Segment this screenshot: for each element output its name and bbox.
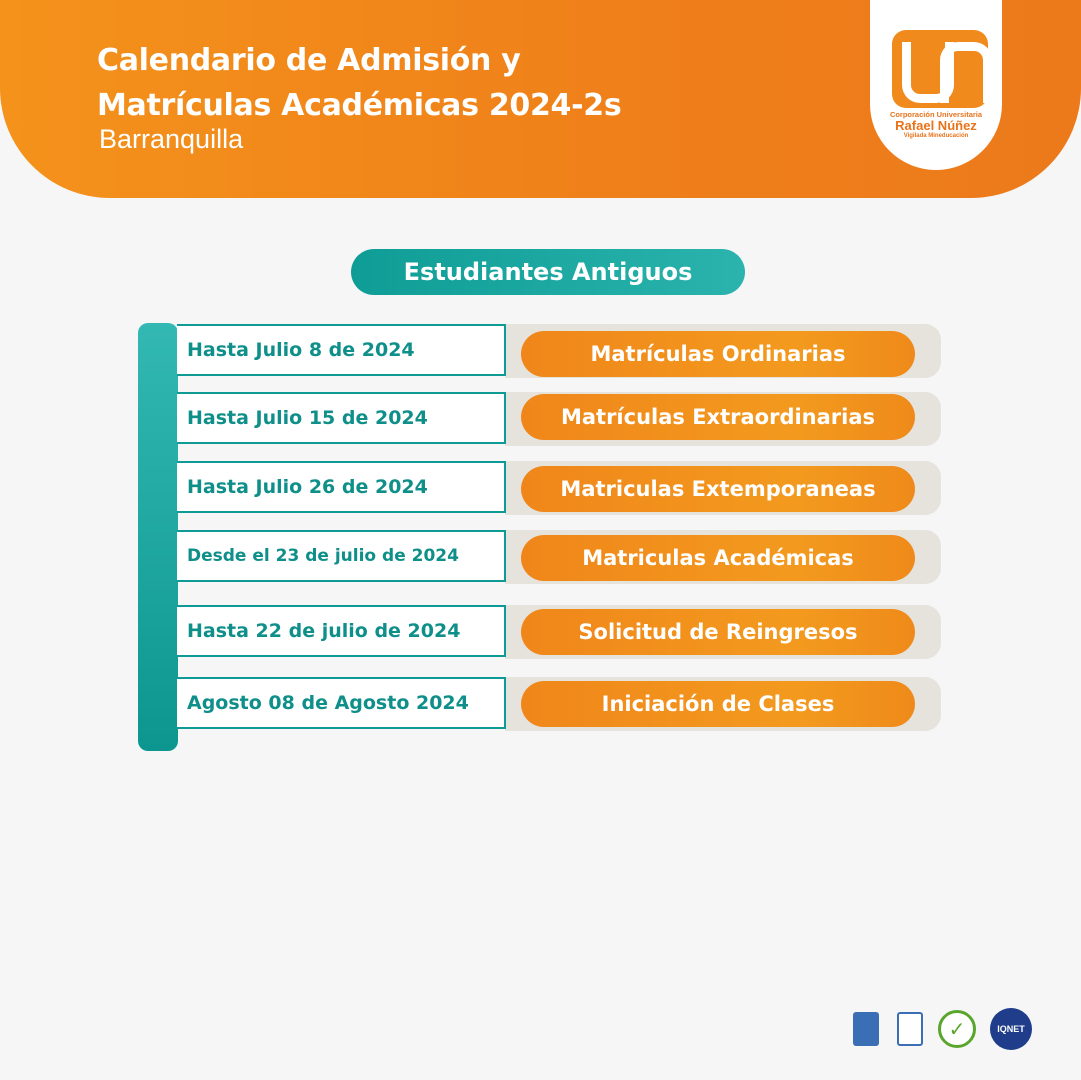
icontec-services-badge-icon	[897, 1012, 923, 1046]
schedule-event: Matriculas Extemporaneas	[521, 466, 915, 512]
schedule-event: Matrículas Extraordinarias	[521, 394, 915, 440]
title-line-2: Matrículas Académicas 2024-2s	[97, 88, 622, 123]
schedule-event: Iniciación de Clases	[521, 681, 915, 727]
certification-badges	[853, 1008, 1038, 1050]
header-banner	[0, 0, 1081, 198]
schedule-date: Hasta Julio 15 de 2024	[177, 392, 506, 444]
schedule-event: Matrículas Ordinarias	[521, 331, 915, 377]
title-line-1: Calendario de Admisión y	[97, 43, 521, 78]
un-logo-icon	[892, 30, 988, 108]
city-subtitle: Barranquilla	[99, 124, 244, 154]
schedule-date: Hasta Julio 26 de 2024	[177, 461, 506, 513]
logo-text: Corporación Universitaria Rafael Núñez Vigilada Mineducación	[889, 110, 983, 139]
schedule-date: Hasta Julio 8 de 2024	[177, 324, 506, 376]
schedule-date: Agosto 08 de Agosto 2024	[177, 677, 506, 729]
iqnet-badge-icon: IQNET	[990, 1008, 1032, 1050]
check-seal-icon: ✓	[938, 1010, 976, 1048]
schedule-date: Desde el 23 de julio de 2024	[177, 530, 506, 582]
timeline-bar	[138, 323, 178, 751]
icontec-iso-badge-icon	[853, 1012, 879, 1046]
page-title	[97, 38, 621, 128]
university-logo	[870, 0, 1002, 170]
section-title-pill: Estudiantes Antiguos	[351, 249, 745, 295]
schedule-event: Matriculas Académicas	[521, 535, 915, 581]
schedule-event: Solicitud de Reingresos	[521, 609, 915, 655]
schedule-date: Hasta 22 de julio de 2024	[177, 605, 506, 657]
